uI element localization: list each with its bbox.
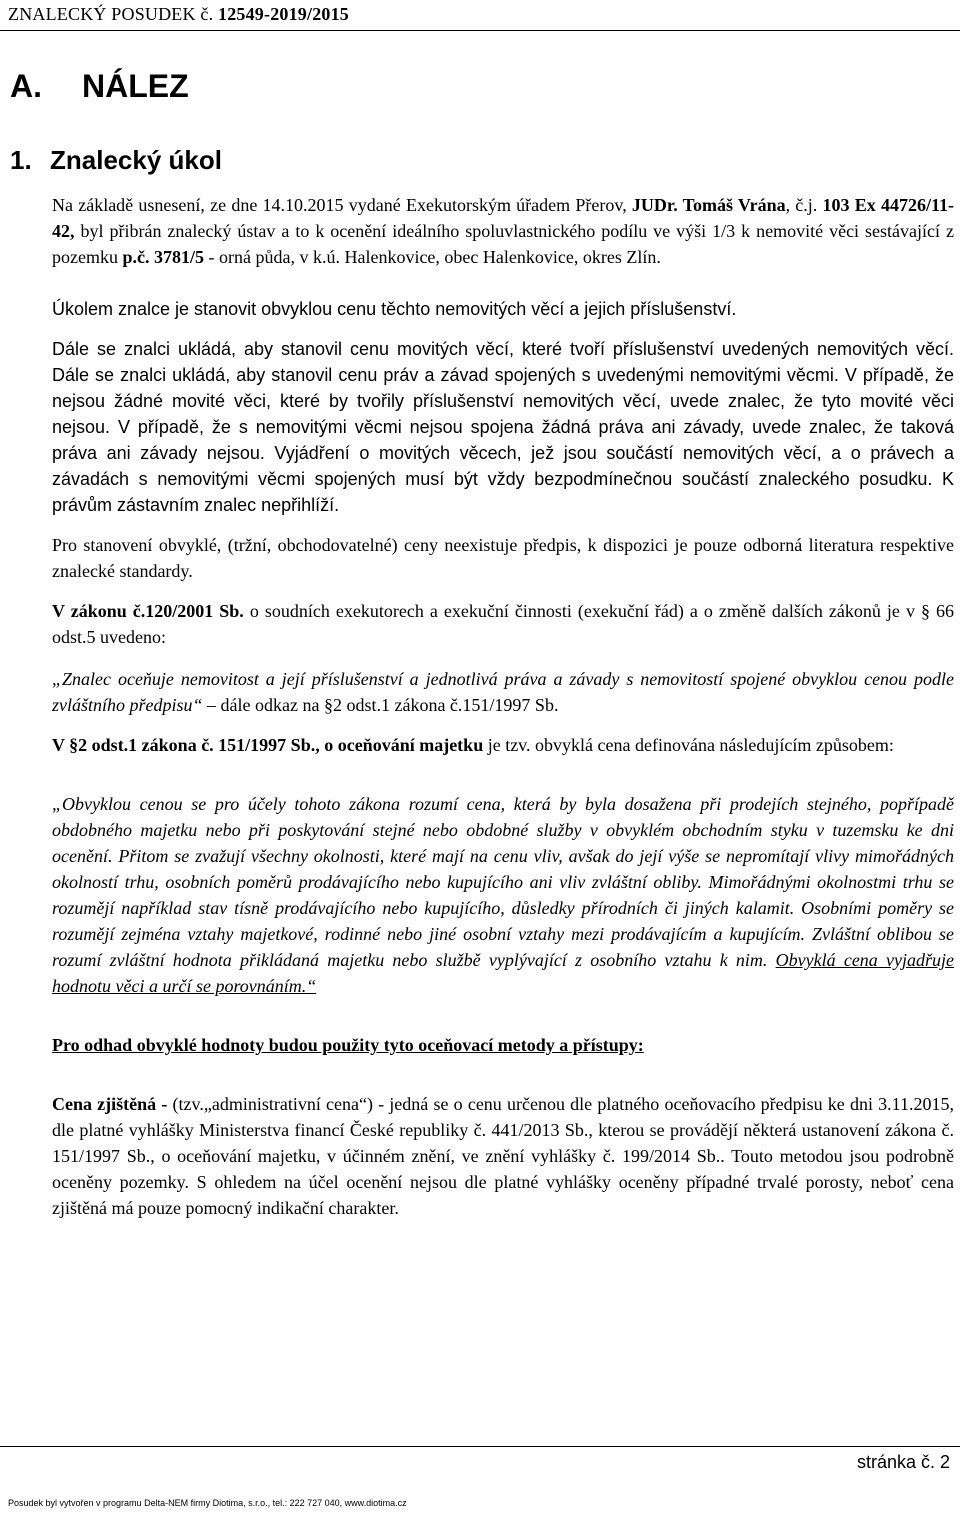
text-italic-underlined: Obvyklá cena vyjadřuje hodnotu věci a určí se porovnáním.“ xyxy=(52,950,955,996)
paragraph-definition xyxy=(52,732,954,758)
paragraph-law xyxy=(52,598,954,650)
text-segment: , č.j. xyxy=(785,195,823,215)
text-bold-underlined: Pro odhad obvyklé hodnoty budou použity tyto oceňovací metody a přístupy: xyxy=(52,1035,644,1055)
text-segment: – dále odkaz na §2 odst.1 zákona č.151/1997 Sb. xyxy=(202,695,559,715)
document-body xyxy=(52,192,954,1221)
text-bold: JUDr. Tomáš Vrána xyxy=(631,195,786,215)
text-italic: „Znalec oceňuje nemovitost a její příslušenství a jednotlivá práva a závady s nemovitostí spojené obvyklou cenou podle zvláštního předpisu“ xyxy=(52,669,954,715)
page-number: stránka č. 2 xyxy=(856,1452,950,1472)
paragraph-task: Úkolem znalce je stanovit obvyklou cenu těchto nemovitých věcí a jejich příslušenství. xyxy=(52,299,737,319)
text-segment: (tzv.„administrativní cena“) - jedná se o cenu určenou dle platného oceňovacího předpisu ke dni 3.11.2015, dle platné vyhlášky Ministerstva financí České republiky č. 441/2013 Sb., kterou se provádějí některá ustanovení zákona č. 151/1997 Sb., o oceňování majetku, v účinném znění, ve znění vyhlášky č. 199/2014 Sb.. Touto metodou jsou podrobně oceněny pozemky. S ohledem na účel ocenění nejsou dle platné vyhlášky oceněny případné trvalé porosty, neboť cena zjištěná má pouze pomocný indikační charakter. xyxy=(52,1094,954,1218)
header-divider xyxy=(0,30,960,31)
text-bold: 103 Ex 44726/11-42, xyxy=(52,195,954,241)
text-bold: p.č. 3781/5 xyxy=(122,247,204,267)
header-number: 12549-2019/2015 xyxy=(218,4,349,24)
text-segment: Na základě usnesení, ze dne 14.10.2015 vydané Exekutorským úřadem Přerov, xyxy=(52,195,632,215)
paragraph-instructions: Dále se znalci ukládá, aby stanovil cenu movitých věcí, které tvoří příslušenství uvedených nemovitých věcí. Dále se znalci ukládá, aby stanovil cenu práv a závad spojených s uvedenými nemovitými věcmi. V případě, že nejsou žádné movité věci, které by tvořily příslušenství nemovitých věcí, uvede znalec, že tyto movité věci nejsou. V případě, že s nemovitými věcmi nejsou spojena žádná práva ani závady, uvede znalec, že taková práva ani závady nejsou. Vyjádření o movitých věcech, jež jsou součástí nemovitých věcí, a o právech a závadách s nemovitými věcmi spojených musí být vždy bezpodmínečnou součástí znaleckého posudku. K právům zástavním znalec nepřihlíží. xyxy=(52,339,954,515)
header-title: ZNALECKÝ POSUDEK č. xyxy=(8,4,214,24)
section-title: NÁLEZ xyxy=(82,68,189,104)
subsection-heading xyxy=(10,145,222,176)
subsection-title: Znalecký úkol xyxy=(50,145,222,175)
text-segment: byl přibrán znalecký ústav a to k ocenění ideálního spoluvlastnického podílu ve výši 1/3 k nemovité věci sestávající z pozemku xyxy=(52,221,954,267)
text-bold: Cena zjištěná - xyxy=(52,1094,168,1114)
text-segment: je tzv. obvyklá cena definována následujícím způsobem: xyxy=(483,735,894,755)
paragraph-quote-law xyxy=(52,666,954,718)
page-header xyxy=(8,4,349,25)
paragraph-assignment xyxy=(52,192,954,270)
paragraph-methods-heading xyxy=(52,1032,954,1058)
paragraph-regulation: Pro stanovení obvyklé, (tržní, obchodovatelné) ceny neexistuje předpis, k dispozici je pouze odborná literatura respektive znalecké standardy. xyxy=(52,535,954,581)
text-italic: „Obvyklou cenou se pro účely tohoto zákona rozumí cena, která by byla dosažena při prodejích stejného, popřípadě obdobného majetku nebo při poskytování stejné nebo obdobné služby v obvyklém obchodním styku v tuzemsku ke dni ocenění. Přitom se zvažují všechny okolnosti, které mají na cenu vliv, avšak do její výše se nepromítají vlivy mimořádných okolností trhu, osobních poměrů prodávajícího nebo kupujícího ani vliv zvláštní obliby. Mimořádnými okolnostmi trhu se rozumějí například stav tísně prodávajícího nebo kupujícího, důsledky přírodních či jiných kalamit. Osobními poměry se rozumějí zejména vztahy majetkové, rodinné nebo jiné osobní vztahy mezi prodávajícím a kupujícím. Zvláštní oblibou se rozumí zvláštní hodnota přikládaná majetku nebo službě vyplývající z osobního vztahu k nim. xyxy=(52,794,954,970)
text-segment: o soudních exekutorech a exekuční činnosti (exekuční řád) a o změně dalších zákonů je v § 66 odst.5 uvedeno: xyxy=(52,601,954,647)
section-label: A. xyxy=(10,68,42,104)
footer-divider xyxy=(0,1446,960,1447)
section-heading xyxy=(10,68,189,105)
text-bold: V §2 odst.1 zákona č. 151/1997 Sb., o oceňování majetku xyxy=(52,735,484,755)
paragraph-administrative-price xyxy=(52,1091,954,1221)
subsection-label: 1. xyxy=(10,145,32,175)
text-segment: - orná půda, v k.ú. Halenkovice, obec Halenkovice, okres Zlín. xyxy=(204,247,661,267)
paragraph-quote-definition xyxy=(52,791,954,999)
generator-note: Posudek byl vytvořen v programu Delta-NEM firmy Diotima, s.r.o., tel.: 222 727 040, www.diotima.cz xyxy=(8,1498,407,1508)
text-bold: V zákonu č.120/2001 Sb. xyxy=(52,601,244,621)
